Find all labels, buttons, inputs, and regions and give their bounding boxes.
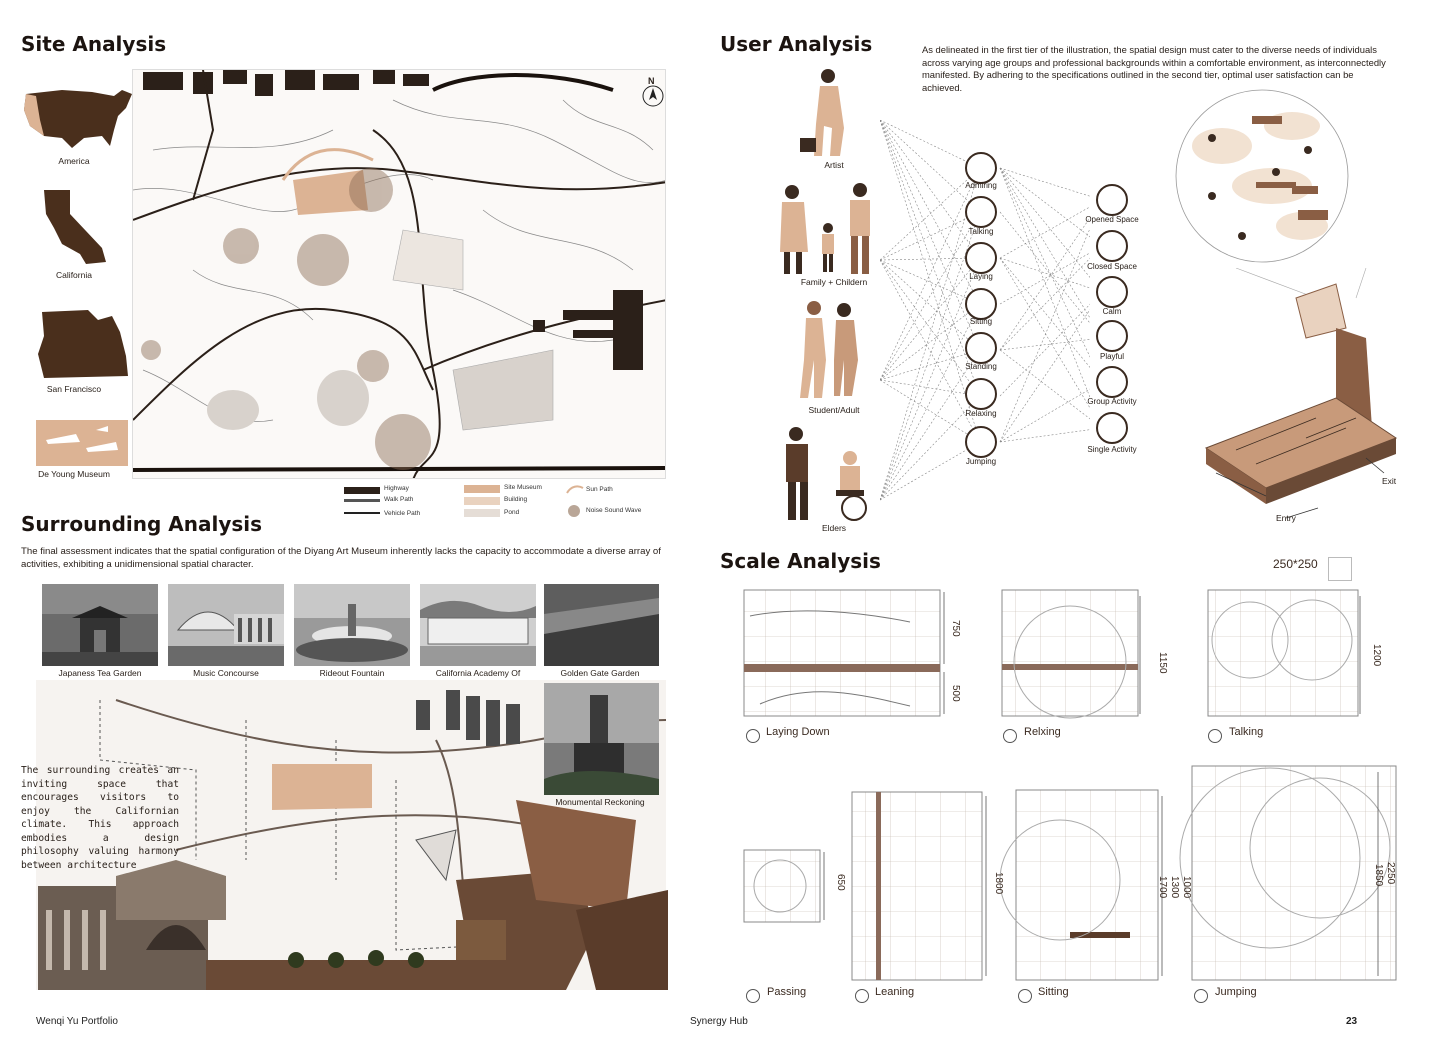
student-figure — [798, 300, 862, 400]
legend-swatch-highway — [344, 487, 380, 494]
elders-figure — [776, 424, 876, 522]
legend-swatch-site-museum — [464, 485, 500, 493]
admiring-icon[interactable] — [965, 152, 997, 184]
dimension-label: 650 — [835, 874, 846, 891]
photo-caption: Rideout Fountain — [319, 668, 385, 678]
activity-label: Sitting — [969, 317, 993, 326]
talking-icon[interactable] — [965, 196, 997, 228]
laying-icon[interactable] — [965, 242, 997, 274]
footer-center: Synergy Hub — [690, 1016, 748, 1027]
location-label: De Young Museum — [38, 469, 110, 479]
san-francisco-silhouette — [36, 306, 130, 380]
legend-swatch-pond — [464, 509, 500, 517]
user-group-label: Elders — [821, 523, 847, 533]
scale-grids — [740, 586, 1400, 986]
legend-swatch-building — [464, 497, 500, 505]
group-activity-icon[interactable] — [1096, 366, 1128, 398]
scale-label: Jumping — [1215, 986, 1257, 998]
legend-label-vehicle: Vehicle Path — [384, 510, 421, 517]
activity-label: Laying — [969, 272, 993, 281]
standing-icon[interactable] — [965, 332, 997, 364]
leaning-icon — [855, 989, 869, 1003]
relaxing-icon[interactable] — [965, 378, 997, 410]
site-map[interactable] — [132, 69, 666, 479]
legend-swatch-vehicle — [344, 512, 380, 514]
relxing-icon — [1003, 729, 1017, 743]
dimension-label: 500 — [950, 685, 961, 702]
grid-unit-label: 250*250 — [1273, 557, 1318, 571]
photo-rideout-fountain[interactable] — [294, 584, 410, 666]
space-label: Calm — [1102, 307, 1122, 316]
closed-space-icon[interactable] — [1096, 230, 1128, 262]
dimension-label: 1000 — [1181, 876, 1192, 899]
sitting-scale-icon — [1018, 989, 1032, 1003]
photo-caption: Golden Gate Garden — [560, 668, 640, 678]
dimension-label: 1850 — [1373, 864, 1384, 887]
entry-label: Entry — [1276, 513, 1296, 523]
photo-academy-sciences[interactable] — [420, 584, 536, 666]
artist-figure — [800, 66, 864, 158]
scale-label: Talking — [1229, 726, 1264, 738]
exit-label: Exit — [1382, 476, 1397, 486]
scale-label: Laying Down — [766, 726, 830, 738]
legend-noise-icon — [568, 505, 580, 517]
surrounding-note: The surrounding creates an inviting space that encourages visitors to enjoy the Californian climate. This approach embodies a design philosophy valuing harmony between architecture — [21, 765, 179, 871]
axonometric-model — [1196, 268, 1406, 528]
photo-caption: Japaness Tea Garden — [58, 668, 142, 678]
jumping-scale-icon — [1194, 989, 1208, 1003]
building-collage — [36, 800, 668, 990]
user-group-label: Student/Adult — [808, 405, 860, 415]
photo-monumental-reckoning[interactable] — [544, 683, 659, 795]
activity-label: Jumping — [965, 457, 997, 466]
scale-label: Leaning — [875, 986, 915, 998]
user-analysis-title: User Analysis — [720, 32, 873, 56]
user-group-label: Artist — [824, 160, 844, 170]
space-label: Playful — [1099, 352, 1124, 361]
photo-caption: Monumental Reckoning — [555, 797, 645, 807]
site-analysis-title: Site Analysis — [21, 32, 167, 56]
photo-golden-gate-garden[interactable] — [544, 584, 659, 666]
legend-sun-icon — [566, 484, 584, 494]
legend-label-pond: Pond — [504, 509, 520, 516]
footer-left: Wenqi Yu Portfolio — [36, 1016, 118, 1027]
north-label: N — [648, 76, 655, 86]
legend-swatch-walk — [344, 499, 380, 502]
activity-label: Relaxing — [965, 409, 997, 418]
activity-label: Talking — [968, 227, 994, 236]
single-activity-icon[interactable] — [1096, 412, 1128, 444]
legend-label-walk: Walk Path — [384, 496, 414, 503]
jumping-icon[interactable] — [965, 426, 997, 458]
user-intro: As delineated in the first tier of the illustration, the spatial design must cater to the diverse needs of individuals across varying age groups and professional backgrounds within a comfortable environment, as interconnectedly manifested. By adhering to the specifications outlined in the second tier, optimal user satisfaction can be achieved. — [922, 44, 1386, 93]
talking-scale-icon — [1208, 729, 1222, 743]
playful-icon[interactable] — [1096, 320, 1128, 352]
photo-tea-garden[interactable] — [42, 584, 158, 666]
space-label: Closed Space — [1087, 262, 1137, 271]
scale-label: Sitting — [1038, 986, 1069, 998]
dimension-label: 1800 — [993, 872, 1004, 895]
photo-caption: California Academy Of — [435, 668, 521, 678]
location-label: California — [56, 270, 92, 280]
legend-label-site-museum: Site Museum — [504, 484, 542, 491]
legend-label-noise: Noise Sound Wave — [586, 507, 642, 514]
passing-icon — [746, 989, 760, 1003]
legend-label-highway: Highway — [384, 485, 409, 492]
surrounding-analysis-title: Surrounding Analysis — [21, 512, 263, 536]
opened-space-icon[interactable] — [1096, 184, 1128, 216]
dimension-label: 1300 — [1169, 876, 1180, 899]
space-label: Opened Space — [1085, 215, 1139, 224]
legend-label-building: Building — [504, 496, 528, 503]
activity-label: Admiring — [965, 181, 997, 190]
de-young-museum-plan — [36, 420, 128, 466]
family-figure — [776, 182, 882, 276]
scale-label: Relxing — [1024, 726, 1061, 738]
activity-label: Standing — [965, 362, 997, 371]
photo-music-concourse[interactable] — [168, 584, 284, 666]
space-label: Single Activity — [1087, 445, 1137, 454]
location-label: San Francisco — [46, 384, 102, 394]
activity-bubble — [1172, 86, 1352, 266]
sitting-icon[interactable] — [965, 288, 997, 320]
surrounding-intro: The final assessment indicates that the spatial configuration of the Diyang Art Museum inherently lacks the capacity to accommodate a diverse array of activities, exhibiting a unidimensional spatial character. — [21, 546, 661, 570]
dimension-label: 1150 — [1157, 652, 1168, 674]
page-number: 23 — [1346, 1016, 1358, 1027]
site-map-drawing — [133, 70, 666, 479]
grid-unit-swatch — [1328, 557, 1352, 581]
calm-icon[interactable] — [1096, 276, 1128, 308]
laying-down-icon — [746, 729, 760, 743]
space-label: Group Activity — [1087, 397, 1137, 406]
california-silhouette — [40, 188, 112, 266]
america-silhouette — [22, 86, 134, 154]
dimension-label: 750 — [950, 620, 961, 637]
location-label: America — [58, 156, 90, 166]
dimension-label: 2250 — [1385, 862, 1396, 885]
legend-label-sun: Sun Path — [586, 486, 613, 493]
user-group-label: Family + Childern — [800, 277, 868, 287]
photo-caption: Music Concourse — [193, 668, 259, 678]
scale-analysis-title: Scale Analysis — [720, 549, 881, 573]
dimension-label: 1700 — [1157, 876, 1168, 899]
scale-label: Passing — [767, 986, 807, 998]
dimension-label: 1200 — [1371, 644, 1382, 667]
